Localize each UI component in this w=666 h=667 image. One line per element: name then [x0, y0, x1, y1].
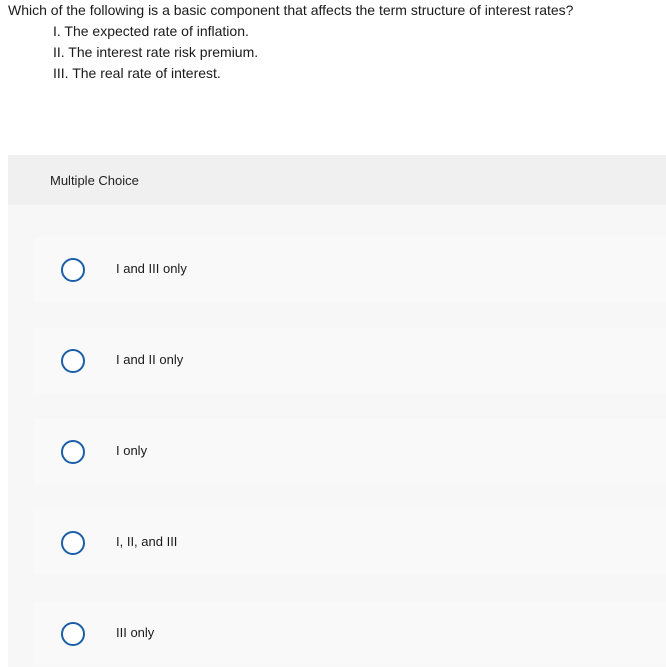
radio-button-icon[interactable]	[61, 531, 85, 555]
answer-option[interactable]	[34, 419, 666, 484]
statement-item: II. The interest rate risk premium.	[53, 44, 259, 60]
multiple-choice-header: Multiple Choice	[8, 155, 666, 205]
option-label: III only	[116, 625, 155, 640]
statement-item: III. The real rate of interest.	[53, 65, 221, 81]
radio-button-icon[interactable]	[61, 258, 85, 282]
statement-list	[53, 22, 258, 85]
question-text: Which of the following is a basic component that affects the term structure of interest rates?	[8, 2, 574, 18]
answer-option[interactable]	[34, 328, 666, 393]
option-label: I, II, and III	[116, 534, 178, 549]
multiple-choice-panel	[8, 155, 666, 667]
option-label: I and III only	[116, 261, 187, 276]
option-label: I and II only	[116, 352, 184, 367]
radio-button-icon[interactable]	[61, 440, 85, 464]
answer-option[interactable]	[34, 601, 666, 666]
statement-item: I. The expected rate of inflation.	[53, 23, 249, 39]
answer-option[interactable]	[34, 510, 666, 575]
answer-option[interactable]	[34, 237, 666, 302]
option-label: I only	[116, 443, 148, 458]
radio-button-icon[interactable]	[61, 349, 85, 373]
radio-button-icon[interactable]	[61, 622, 85, 646]
